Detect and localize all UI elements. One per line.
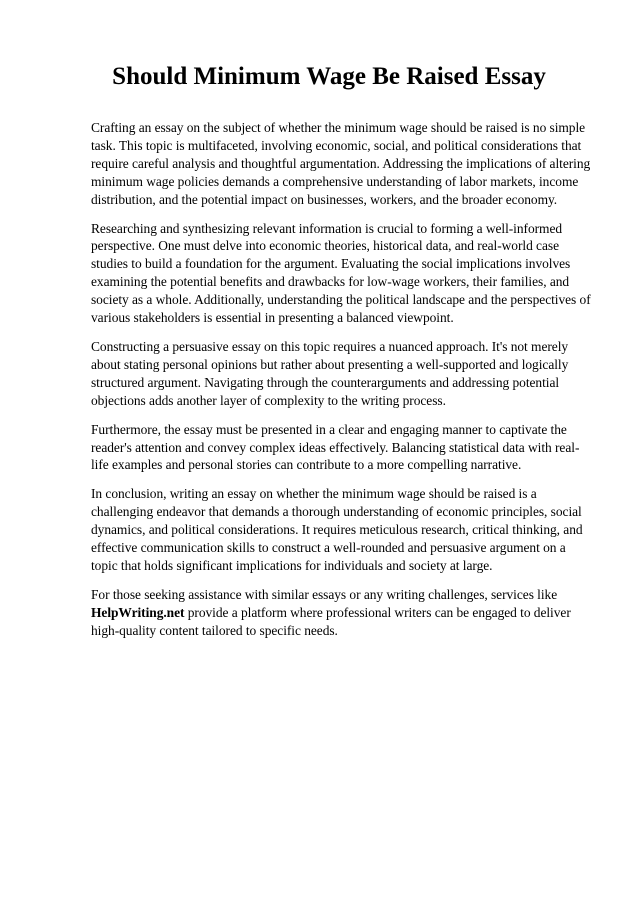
paragraph-presentation: Furthermore, the essay must be presented in a clear and engaging manner to captivate the reader's attention and convey complex ideas effectively. Balancing statistical data with real-life examples and personal stories can contribute to a more compelling narrative. — [91, 421, 580, 473]
paragraph-conclusion: In conclusion, writing an essay on whether the minimum wage should be raised is a challenging endeavor that demands a thorough understanding of economic principles, social dynamics, and political considerations. It requires meticulous research, critical thinking, and effective communication skills to construct a well-rounded and persuasive argument on a topic that holds significant implications for individuals and society at large. — [91, 486, 583, 573]
paragraph-constructing: Constructing a persuasive essay on this topic requires a nuanced approach. It's not merely about stating personal opinions but rather about presenting a well-supported and logically structured argument. Navigating through the counterarguments and addressing potential objections adds another layer of complexity to the writing process. — [91, 338, 569, 408]
paragraph-intro: Crafting an essay on the subject of whether the minimum wage should be raised is no simple task. This topic is multifaceted, involving economic, social, and political considerations that require careful analysis and thoughtful argumentation. Addressing the implications of altering minimum wage policies demands a comprehensive understanding of labor markets, income distribution, and the potential impact on businesses, workers, and the broader economy. — [91, 120, 591, 207]
closing-text-before: For those seeking assistance with similar essays or any writing challenges, services like — [91, 586, 558, 602]
brand-name: HelpWriting.net — [91, 604, 185, 620]
paragraph-closing — [91, 586, 595, 640]
document-title: Should Minimum Wage Be Raised Essay — [112, 63, 546, 90]
document-body — [91, 119, 595, 651]
closing-text-after: provide a platform where professional writers can be engaged to deliver high-quality content tailored to specific needs. — [91, 604, 571, 638]
paragraph-research: Researching and synthesizing relevant information is crucial to forming a well-informed perspective. One must delve into economic theories, historical data, and real-world case studies to build a foundation for the argument. Evaluating the social implications involves examining the potential benefits and drawbacks for low-wage workers, their families, and society as a whole. Additionally, understanding the political landscape and the perspectives of various stakeholders is essential in presenting a balanced viewpoint. — [91, 220, 591, 326]
